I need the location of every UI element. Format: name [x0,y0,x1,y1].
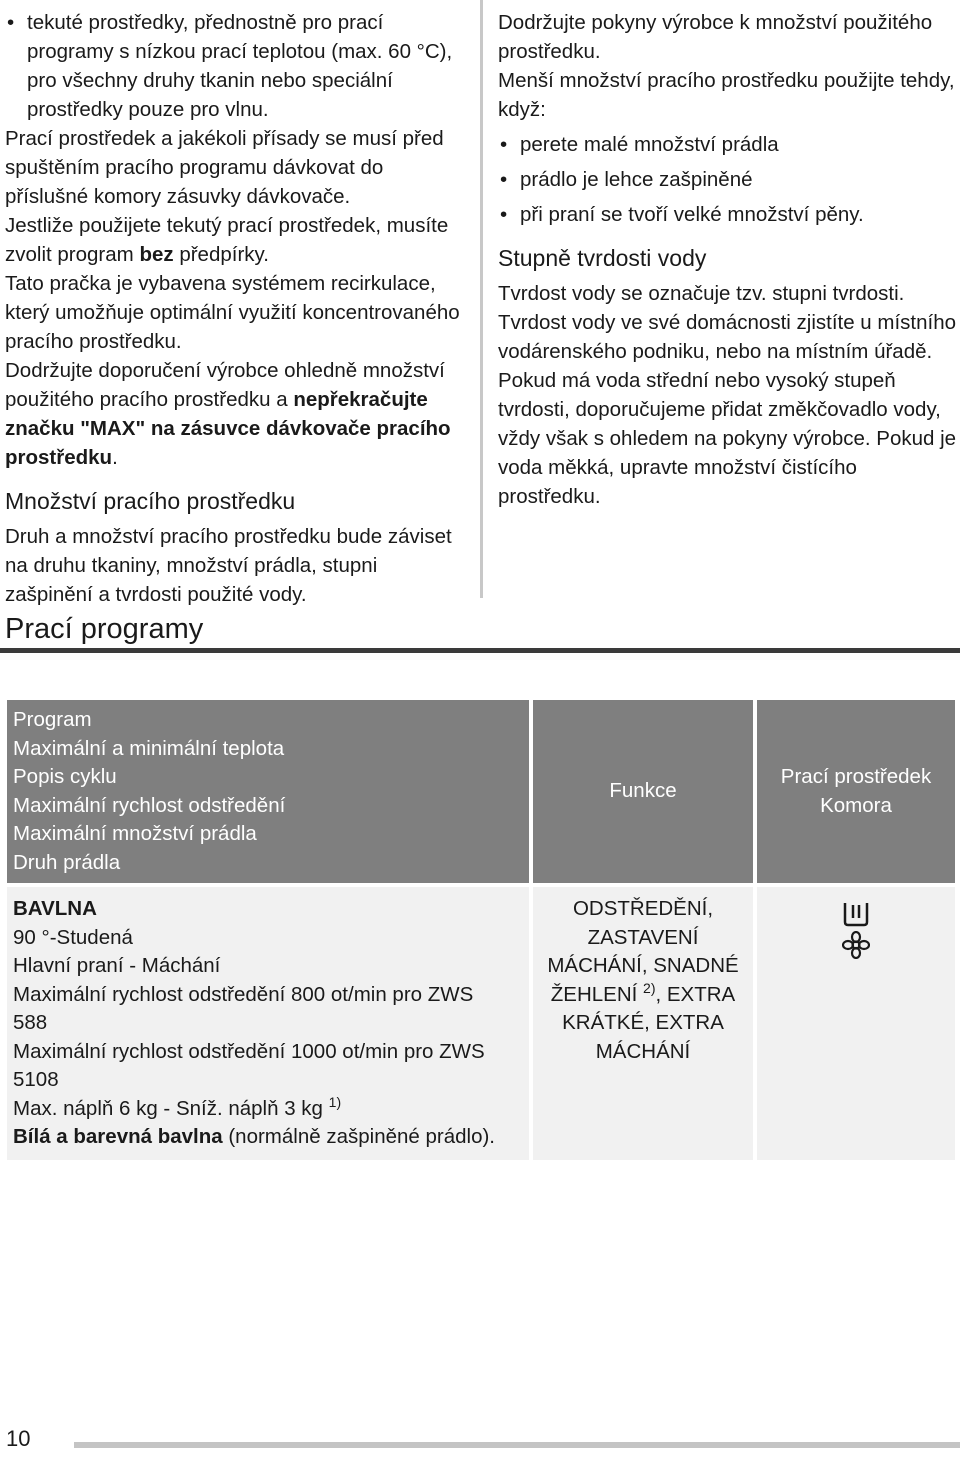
load-text [13,1095,505,1124]
text-span: . [112,446,118,469]
paragraph: Druh a množství pracího prostředku bude záviset na druhu tkaniny, množství prádla, stupni zašpinění a tvrdosti použité vody. [5,525,452,606]
detergent-cell [757,887,955,1160]
emphasis-text: bez [139,243,174,266]
temperature-text: 90 °-Studená [13,925,133,949]
text-span: Dodržujte doporučení výrobce ohledně množství použitého pracího prostředku a [5,359,445,411]
spin-text: Maximální rychlost odstředění 800 ot/min pro ZWS 588 [13,982,474,1034]
program-cell [7,887,529,1160]
list-item-text: perete malé množství prádla [520,133,779,156]
spin-text: Maximální rychlost odstředění 1000 ot/min pro ZWS 5108 [13,1039,485,1091]
list-item [498,200,960,229]
program-name: BAVLNA [13,897,97,920]
paragraph: Tvrdost vody ve své domácnosti zjistíte u místního vodárenského podniku, nebo na místním úřadě. Pokud má voda střední nebo vysoký stupeň tvrdosti, doporučujeme přidat změkčovadlo vody, vždy však s ohledem na pokyny výrobce. Pokud je voda měkká, upravte množství čistícího prostředku. [498,311,957,508]
list-item-text: prádlo je lehce zašpiněné [520,168,753,191]
table-row [7,887,955,1160]
section-heading: Stupně tvrdosti vody [498,245,707,271]
header-label: Maximální rychlost odstředění [13,793,286,817]
left-bullet-list [5,8,467,124]
text-span: Jestliže použijete tekutý prací prostředek, musíte zvolit program [5,214,449,266]
paragraph: Tato pračka je vybavena systémem recirkulace, který umožňuje optimální využití koncentrovaného pracího prostředku. [5,272,460,353]
right-bullet-list [498,130,960,229]
section-rule [0,648,960,653]
functions-text: , EXTRA KRÁTKÉ, EXTRA MÁCHÁNÍ [562,982,736,1063]
text-span: předpírky. [173,243,269,266]
header-detergent-cell [757,700,955,883]
bullet-icon: • [500,133,508,156]
bullet-icon: • [500,203,508,226]
emphasis-text: nepřekračujte značku "MAX" na zásuvce dávkovače pracího prostředku [5,388,451,469]
list-item-text: tekuté prostředky, přednostně pro prací programy s nízkou prací teplotou (max. 60 °C), pro všechny druhy tkanin nebo speciální prostředky pouze pro vlnu. [27,11,453,121]
main-wash-compartment-icon [763,901,949,927]
programs-table [3,696,959,1164]
section-title: Prací programy [5,613,204,645]
list-item [498,165,960,194]
header-functions-cell [533,700,753,883]
paragraph [5,356,467,472]
text-span: (normálně zašpiněné prádlo). [222,1125,496,1148]
footnote-mark: 1) [328,1093,342,1110]
header-label: Maximální a minimální teplota [13,736,285,760]
header-program-cell [7,700,529,883]
page-number: 10 [6,1426,31,1451]
footnote-mark: 2) [643,979,656,996]
paragraph: Tvrdost vody se označuje tzv. stupni tvrdosti. [498,282,905,305]
footer-rule [74,1442,960,1448]
emphasis-text: Bílá a barevná bavlna [13,1125,223,1148]
functions-text: ODSTŘEDĚNÍ, ZASTAVENÍ MÁCHÁNÍ, SNADNÉ ŽEHLENÍ [547,897,739,1006]
bullet-icon: • [500,168,508,191]
header-label: Druh prádla [13,850,121,874]
bullet-icon: • [7,11,15,34]
header-label: Funkce [609,779,677,803]
table-header-row [7,700,955,883]
paragraph: Prací prostředek a jakékoli přísady se musí před spuštěním pracího programu dávkovat do příslušné komory zásuvky dávkovače. [5,127,444,208]
cycle-text: Hlavní praní - Máchání [13,954,221,977]
list-item-text: při praní se tvoří velké množství pěny. [520,203,864,226]
header-label: Komora [820,793,892,817]
functions-cell [533,887,753,1160]
section-heading: Množství pracího prostředku [5,488,296,514]
header-label: Program [13,708,92,731]
left-column [5,8,467,609]
paragraph [5,211,467,269]
softener-flower-icon [763,931,949,959]
paragraph: Menší množství pracího prostředku použijte tehdy, když: [498,69,955,121]
header-label: Prací prostředek [780,765,932,788]
column-divider [480,0,483,598]
text-span: Max. náplň 6 kg - Sníž. náplň 3 kg [13,1096,329,1120]
header-label: Maximální množství prádla [13,822,257,845]
right-column [498,8,960,511]
list-item [498,130,960,159]
laundry-type-text [13,1123,505,1152]
list-item [5,8,467,124]
header-label: Popis cyklu [13,765,117,788]
paragraph: Dodržujte pokyny výrobce k množství použitého prostředku. [498,11,933,63]
